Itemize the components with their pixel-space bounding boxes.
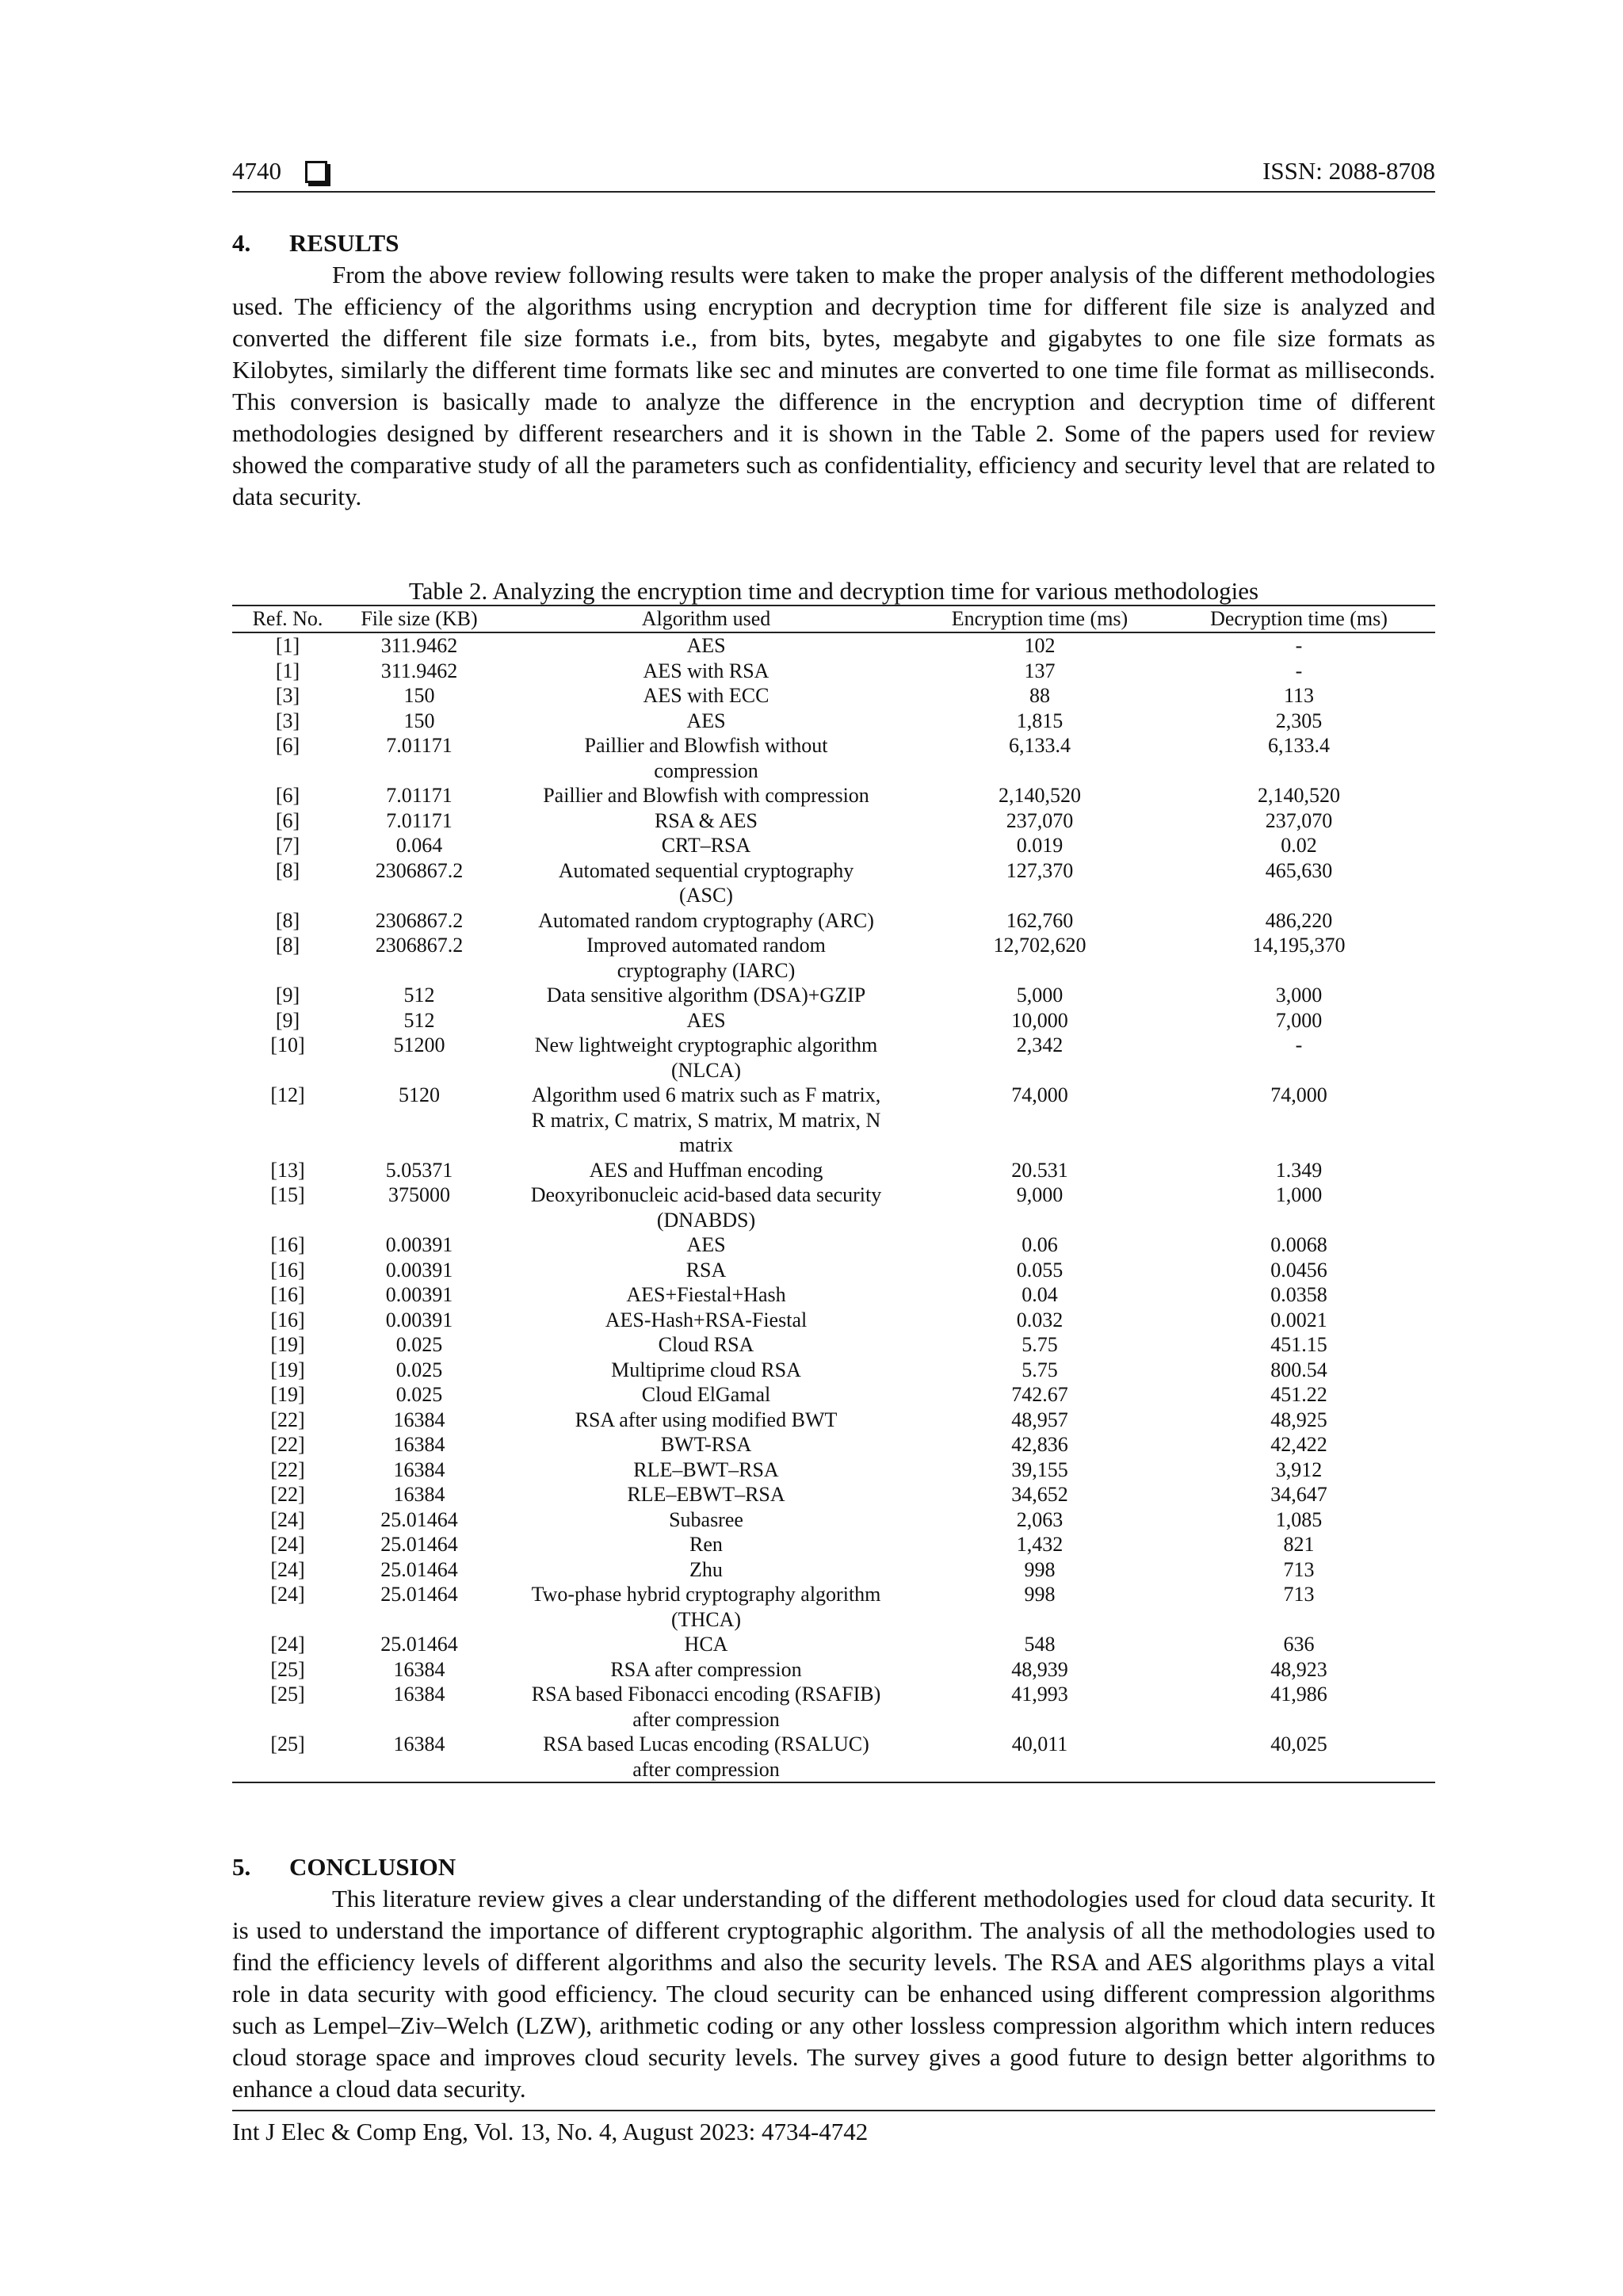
decryption-cell: 1,085 [1275,1507,1323,1531]
size-cell: 2306867.2 [375,934,464,957]
table-body [232,632,1435,1782]
encryption-cell: 20.531 [1011,1158,1068,1182]
decryption-cell: - [1295,659,1303,682]
table-row [232,1457,1435,1483]
header-size: File size (KB) [343,606,495,632]
conclusion-paragraph: This literature review gives a clear understanding of the different methodologies used for cloud data security. It is used to understand the importance of different cryptographic algorithm. The analysis of all the methodologies used to find the efficiency levels of different algorithms and also the security levels. The RSA and AES algorithms plays a vital role in data security with good efficiency. The cloud security can be enhanced using different compression algorithms such as Lempel–Ziv–Welch (LZW), arithmetic coding or any other lossless compression algorithm which intern reduces cloud storage space and improves cloud security levels. The survey gives a good future to design better algorithms to enhance a cloud data security. [232,1885,1435,2103]
size-cell: 0.00391 [385,1258,453,1282]
size-cell: 0.00391 [385,1233,453,1256]
algorithm-cell: Paillier and Blowfish with compression [543,784,869,807]
size-cell: 25.01464 [380,1583,458,1606]
table-row [232,858,1435,908]
table-row [232,833,1435,858]
decryption-cell: 2,305 [1275,709,1323,732]
table-row [232,983,1435,1008]
header-decryption: Decryption time (ms) [1163,606,1435,632]
algorithm-cell: AES and Huffman encoding [589,1158,823,1182]
encryption-cell: 0.04 [1022,1283,1058,1306]
ref-cell: [15] [270,1183,305,1206]
encryption-cell: 5,000 [1016,984,1064,1007]
decryption-cell: 0.02 [1281,834,1317,857]
encryption-cell: 742.67 [1011,1383,1068,1406]
size-cell: 0.064 [395,834,443,857]
encryption-cell: 40,011 [1011,1733,1068,1755]
algorithm-cell: Two-phase hybrid cryptography algorithm (THCA) [531,1583,881,1631]
decryption-cell: 1.349 [1275,1158,1323,1182]
header-encryption: Encryption time (ms) [917,606,1163,632]
encryption-cell: 88 [1029,684,1050,707]
ref-cell: [6] [275,734,300,757]
size-cell: 16384 [393,1483,445,1506]
table-row [232,1308,1435,1333]
algorithm-cell: AES-Hash+RSA-Fiestal [605,1308,808,1331]
encryption-cell: 1,815 [1016,709,1064,732]
size-cell: 150 [403,684,435,707]
size-cell: 7.01171 [386,734,453,757]
table-row [232,1258,1435,1283]
size-cell: 311.9462 [380,634,458,657]
size-cell: 0.00391 [385,1283,453,1306]
algorithm-cell: RLE–EBWT–RSA [627,1483,785,1506]
algorithm-cell: AES [686,634,726,657]
ref-cell: [16] [270,1308,305,1331]
encryption-cell: 162,760 [1006,908,1074,932]
algorithm-cell: CRT–RSA [661,834,751,857]
encryption-cell: 0.06 [1022,1233,1058,1256]
algorithm-cell: Cloud ElGamal [641,1383,771,1406]
ref-cell: [16] [270,1258,305,1282]
size-cell: 7.01171 [386,784,453,807]
size-cell: 0.025 [395,1383,443,1406]
size-cell: 16384 [393,1457,445,1481]
table-row [232,1557,1435,1583]
table-row [232,1382,1435,1408]
decryption-cell: 3,912 [1275,1457,1323,1481]
encryption-cell: 0.055 [1016,1258,1064,1282]
encryption-cell: 998 [1024,1557,1056,1581]
algorithm-cell: Paillier and Blowfish without compression [584,734,828,782]
decryption-cell: 40,025 [1270,1733,1327,1755]
table-row [232,783,1435,808]
algorithm-cell: New lightweight cryptographic algorithm (NLCA) [534,1033,878,1082]
encryption-cell: 48,957 [1011,1408,1068,1431]
issn: ISSN: 2088-8708 [1262,157,1435,185]
table-row [232,933,1435,983]
ref-cell: [22] [270,1433,305,1456]
encryption-cell: 41,993 [1011,1683,1068,1706]
decryption-cell: 48,925 [1270,1408,1327,1431]
encryption-cell: 12,702,620 [993,934,1086,957]
ref-cell: [19] [270,1333,305,1356]
table-row [232,1358,1435,1383]
size-cell: 16384 [393,1433,445,1456]
algorithm-cell: Multiprime cloud RSA [611,1358,801,1381]
ref-cell: [9] [275,984,300,1007]
encryption-cell: 5.75 [1022,1358,1058,1381]
table-row [232,659,1435,684]
encryption-cell: 74,000 [1011,1083,1068,1106]
encryption-cell: 39,155 [1011,1457,1068,1481]
algorithm-cell: AES [686,1233,726,1256]
algorithm-cell: RSA based Lucas encoding (RSALUC) after compression [543,1733,869,1781]
ref-cell: [1] [275,634,300,657]
algorithm-cell: Deoxyribonucleic acid-based data security (DNABDS) [530,1183,882,1232]
ref-cell: [24] [270,1633,305,1656]
encryption-cell: 548 [1024,1633,1056,1656]
encryption-cell: 5.75 [1022,1333,1058,1356]
decryption-cell: - [1295,634,1303,657]
table-row [232,1582,1435,1632]
ref-cell: [16] [270,1283,305,1306]
ref-cell: [8] [275,908,300,932]
algorithm-cell: AES with ECC [643,684,769,707]
decryption-cell: 821 [1283,1533,1315,1556]
size-cell: 7.01171 [386,808,453,832]
ref-cell: [24] [270,1507,305,1531]
decryption-cell: 451.22 [1270,1383,1327,1406]
ref-cell: [13] [270,1158,305,1182]
table-row [232,1232,1435,1258]
ref-cell: [12] [270,1083,305,1106]
size-cell: 25.01464 [380,1533,458,1556]
algorithm-cell: Improved automated random cryptography (IARC) [586,934,826,982]
encryption-cell: 127,370 [1006,858,1074,882]
ref-cell: [24] [270,1533,305,1556]
results-table [232,605,1435,1783]
algorithm-cell: Subasree [669,1507,743,1531]
algorithm-cell: Data sensitive algorithm (DSA)+GZIP [546,984,866,1007]
ref-cell: [25] [270,1733,305,1755]
decryption-cell: 74,000 [1270,1083,1327,1106]
encryption-cell: 0.019 [1016,834,1064,857]
size-cell: 25.01464 [380,1557,458,1581]
table-row [232,1532,1435,1557]
algorithm-cell: AES [686,1008,726,1032]
ref-cell: [6] [275,784,300,807]
decryption-cell: 0.0068 [1270,1233,1327,1256]
size-cell: 16384 [393,1683,445,1706]
algorithm-cell: RSA after compression [610,1657,802,1681]
decryption-cell: 1,000 [1275,1183,1323,1206]
algorithm-cell: AES+Fiestal+Hash [626,1283,786,1306]
ref-cell: [24] [270,1583,305,1606]
table-row [232,1332,1435,1358]
decryption-cell: 800.54 [1270,1358,1327,1381]
ref-cell: [10] [270,1033,305,1056]
encryption-cell: 137 [1024,659,1056,682]
table-row [232,1408,1435,1433]
encryption-cell: 2,063 [1016,1507,1064,1531]
size-cell: 0.00391 [385,1308,453,1331]
running-footer: Int J Elec & Comp Eng, Vol. 13, No. 4, August 2023: 4734-4742 [232,2110,1435,2148]
size-cell: 150 [403,709,435,732]
size-cell: 25.01464 [380,1507,458,1531]
table-row [232,908,1435,934]
algorithm-cell: Cloud RSA [658,1333,754,1356]
ref-cell: [3] [275,709,300,732]
decryption-cell: 713 [1283,1557,1315,1581]
decryption-cell: 14,195,370 [1252,934,1346,957]
page [232,155,1435,2105]
results-heading: 4. RESULTS [232,229,399,257]
encryption-cell: 6,133.4 [1009,734,1071,757]
algorithm-cell: RSA [685,1258,727,1282]
decryption-cell: 7,000 [1275,1008,1323,1032]
ref-cell: [19] [270,1358,305,1381]
table-row [232,1507,1435,1533]
encryption-cell: 1,432 [1016,1533,1064,1556]
ref-cell: [19] [270,1383,305,1406]
table-row [232,1482,1435,1507]
algorithm-cell: Algorithm used 6 matrix such as F matrix, R matrix, C matrix, S matrix, M matrix, N matrix [531,1083,881,1156]
table-row [232,1282,1435,1308]
algorithm-cell: RSA based Fibonacci encoding (RSAFIB) after compression [531,1683,881,1731]
ref-cell: [8] [275,858,300,882]
running-header [232,155,1435,193]
decryption-cell: 237,070 [1265,808,1333,832]
decryption-cell: 0.0456 [1270,1258,1327,1282]
header-algorithm: Algorithm used [495,606,917,632]
ref-cell: [22] [270,1457,305,1481]
table-row [232,1182,1435,1232]
decryption-cell: 0.0021 [1270,1308,1327,1331]
ref-cell: [22] [270,1483,305,1506]
page-number: 4740 [232,157,281,185]
size-cell: 2306867.2 [375,908,464,932]
size-cell: 25.01464 [380,1633,458,1656]
encryption-cell: 2,140,520 [999,784,1081,807]
algorithm-cell: RSA after using modified BWT [575,1408,838,1431]
square-icon [305,161,327,183]
decryption-cell: 48,923 [1270,1657,1327,1681]
table-row [232,808,1435,834]
size-cell: 5120 [399,1083,440,1106]
decryption-cell: 636 [1283,1633,1315,1656]
decryption-cell: 0.0358 [1270,1283,1327,1306]
table-row [232,1432,1435,1457]
algorithm-cell: Ren [689,1533,723,1556]
decryption-cell: 465,630 [1265,858,1333,882]
ref-cell: [8] [275,934,300,957]
algorithm-cell: Automated random cryptography (ARC) [538,908,874,932]
size-cell: 0.025 [395,1358,443,1381]
encryption-cell: 237,070 [1006,808,1074,832]
decryption-cell: 2,140,520 [1258,784,1340,807]
encryption-cell: 42,836 [1011,1433,1068,1456]
size-cell: 16384 [393,1733,445,1755]
table-caption: Table 2. Analyzing the encryption time and decryption time for various methodologies [408,577,1259,605]
size-cell: 375000 [388,1183,450,1206]
size-cell: 311.9462 [380,659,458,682]
ref-cell: [7] [275,834,300,857]
ref-cell: [1] [275,659,300,682]
table-row [232,1632,1435,1657]
encryption-cell: 9,000 [1016,1183,1064,1206]
table-header-row [232,606,1435,632]
ref-cell: [22] [270,1408,305,1431]
algorithm-cell: RLE–BWT–RSA [633,1457,779,1481]
encryption-cell: 0.032 [1016,1308,1064,1331]
size-cell: 16384 [393,1408,445,1431]
decryption-cell: 6,133.4 [1268,734,1330,757]
ref-cell: [25] [270,1657,305,1681]
table-row [232,733,1435,783]
ref-cell: [16] [270,1233,305,1256]
ref-cell: [3] [275,684,300,707]
decryption-cell: - [1295,1033,1303,1056]
table-row [232,1158,1435,1183]
size-cell: 51200 [393,1033,445,1056]
ref-cell: [6] [275,808,300,832]
decryption-cell: 451.15 [1270,1333,1327,1356]
decryption-cell: 34,647 [1270,1483,1327,1506]
algorithm-cell: AES with RSA [643,659,769,682]
decryption-cell: 113 [1283,684,1315,707]
decryption-cell: 3,000 [1275,984,1323,1007]
decryption-cell: 486,220 [1265,908,1333,932]
ref-cell: [9] [275,1008,300,1032]
size-cell: 0.025 [395,1333,443,1356]
size-cell: 2306867.2 [375,858,464,882]
encryption-cell: 10,000 [1011,1008,1068,1032]
encryption-cell: 102 [1024,634,1056,657]
table-row [232,683,1435,709]
ref-cell: [25] [270,1683,305,1706]
algorithm-cell: AES [686,709,726,732]
table-row [232,709,1435,734]
encryption-cell: 48,939 [1011,1657,1068,1681]
table-row [232,1033,1435,1083]
conclusion-heading: 5. CONCLUSION [232,1853,456,1881]
encryption-cell: 34,652 [1011,1483,1068,1506]
algorithm-cell: Zhu [689,1557,723,1581]
size-cell: 512 [403,984,435,1007]
results-paragraph: From the above review following results were taken to make the proper analysis of the different methodologies used. The efficiency of the algorithms using encryption and decryption time for different file size is analyzed and converted the different file size formats i.e., from bits, bytes, megabyte and gigabytes to one file size formats as Kilobytes, similarly the different time formats like sec and minutes are converted to one time file format as milliseconds. This conversion is basically made to analyze the difference in the encryption and decryption time of different methodologies designed by different researchers and it is shown in the Table 2. Some of the papers used for review showed the comparative study of all the parameters such as confidentiality, efficiency and security level that are related to data security. [232,261,1435,510]
table-row [232,632,1435,659]
table-row [232,1732,1435,1782]
size-cell: 16384 [393,1657,445,1681]
decryption-cell: 42,422 [1270,1433,1327,1456]
encryption-cell: 998 [1024,1583,1056,1606]
algorithm-cell: BWT-RSA [660,1433,752,1456]
encryption-cell: 2,342 [1016,1033,1064,1056]
algorithm-cell: Automated sequential cryptography (ASC) [558,858,854,907]
ref-cell: [24] [270,1557,305,1581]
table-row [232,1682,1435,1732]
header-ref: Ref. No. [232,606,343,632]
size-cell: 512 [403,1008,435,1032]
algorithm-cell: HCA [684,1633,728,1656]
size-cell: 5.05371 [385,1158,453,1182]
table-row [232,1083,1435,1158]
decryption-cell: 41,986 [1270,1683,1327,1706]
table-row [232,1657,1435,1683]
algorithm-cell: RSA & AES [654,808,758,832]
table-row [232,1008,1435,1033]
decryption-cell: 713 [1283,1583,1315,1606]
